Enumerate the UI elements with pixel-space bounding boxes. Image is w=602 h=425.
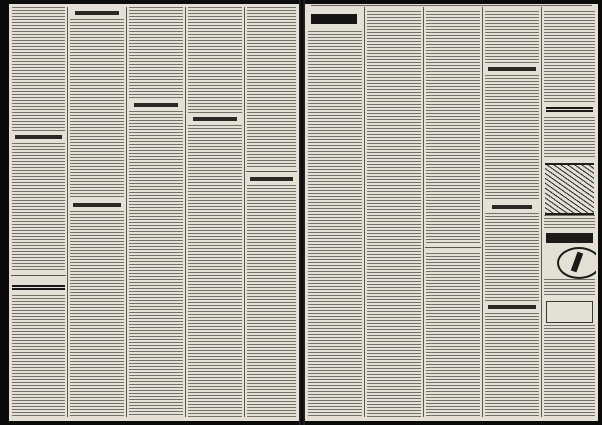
advertisement-emblem: [557, 247, 596, 279]
column-section-heading: [193, 117, 237, 121]
column-section-heading: [250, 177, 293, 181]
column-section-heading: [488, 305, 536, 309]
right-page-column-4: [484, 7, 540, 417]
advertisement-box: [546, 301, 593, 323]
right-page-column-3: [425, 7, 481, 417]
right-page: [305, 4, 598, 421]
right-page-column-5: [543, 7, 596, 417]
column-section-heading: [488, 67, 536, 71]
column-section-heading: [134, 103, 178, 107]
left-page-column-5: [246, 7, 297, 417]
advertisement-banner: [546, 233, 593, 243]
left-page-column-4: [187, 7, 243, 417]
section-masthead: [311, 14, 357, 24]
column-section-heading: [75, 11, 119, 15]
column-section-heading: [15, 135, 62, 139]
left-page-column-1: [11, 7, 66, 417]
left-page-column-2: [69, 7, 125, 417]
serial-title: [12, 285, 65, 291]
right-page-column-2: [366, 7, 422, 417]
right-page-column-1: [307, 7, 363, 417]
left-page: [9, 4, 299, 421]
column-section-heading: [492, 205, 532, 209]
column-section-heading: [73, 203, 121, 207]
column-section-heading: [546, 107, 593, 113]
advertisement-script-panel: [545, 163, 594, 215]
left-page-column-3: [128, 7, 184, 417]
page-header-rule: [311, 5, 592, 6]
